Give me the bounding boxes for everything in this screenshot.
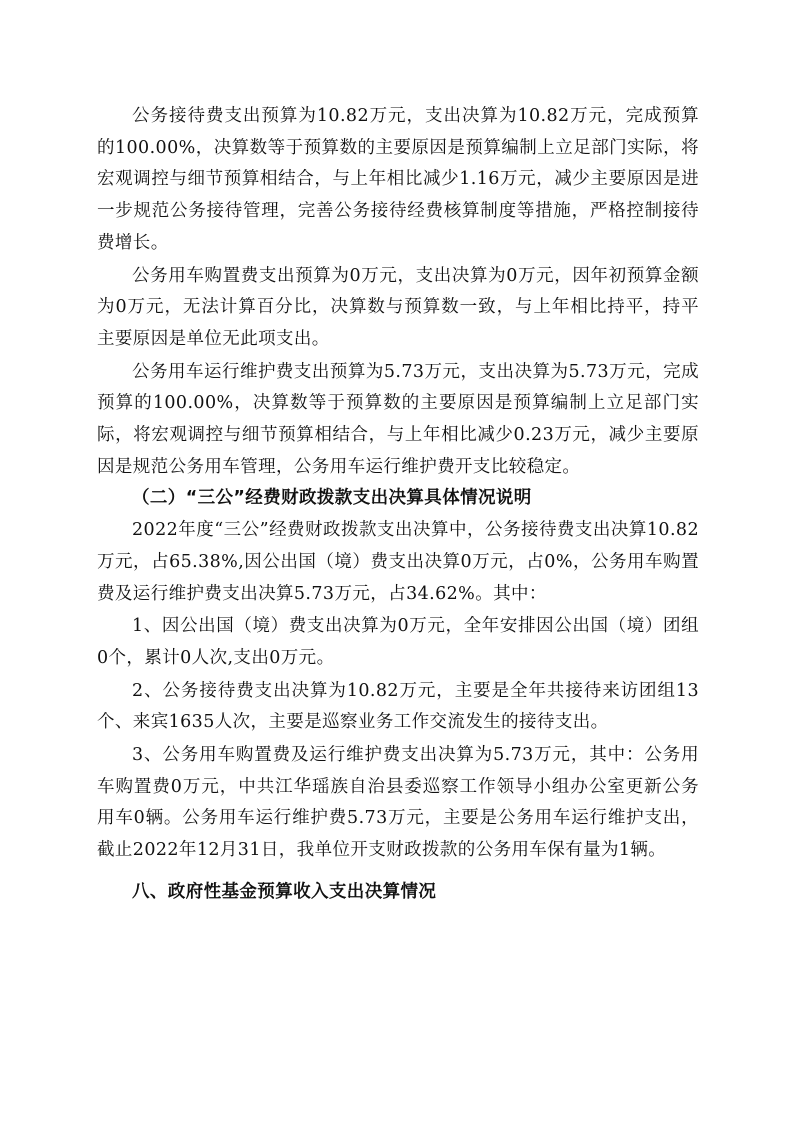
paragraph-vehicle-maintenance: 公务用车运行维护费支出预算为5.73万元，支出决算为5.73万元，完成预算的100.00%，决算数等于预算数的主要原因是预算编制上立足部门实际，将宏观调控与细节预算相结合，与上年相比减少0.23万元，减少主要原因是规范公务用车管理，公务用车运行维护费开支比较稳定。: [97, 361, 699, 477]
document-page: [97, 101, 699, 909]
section-heading-government-fund: 八、政府性基金预算收入支出决算情况: [132, 881, 437, 902]
section-heading-three-public-expenses: （二）“三公”经费财政拨款支出决算具体情况说明: [132, 488, 532, 509]
paragraph-vehicle-purchase: 公务用车购置费支出预算为0万元，支出决算为0万元，因年初预算金额为0万元，无法计算百分比，决算数与预算数一致，与上年相比持平，持平主要原因是单位无此项支出。: [97, 265, 699, 349]
paragraph-overseas-travel: 1、因公出国（境）费支出决算为0万元，全年安排因公出国（境）团组0个，累计0人次,支出0万元。: [97, 616, 699, 668]
paragraph-three-public-summary: 2022年度“三公”经费财政拨款支出决算中，公务接待费支出决算10.82万元，占65.38%,因公出国（境）费支出决算0万元，占0%，公务用车购置费及运行维护费支出决算5.73万元，占34.62%。其中：: [97, 520, 699, 604]
paragraph-vehicle-detail: 3、公务用车购置费及运行维护费支出决算为5.73万元，其中：公务用车购置费0万元，中共江华瑶族自治县委巡察工作领导小组办公室更新公务用车0辆。公务用车运行维护费5.73万元，主要是公务用车运行维护支出，截止2022年12月31日，我单位开支财政拨款的公务用车保有量为1辆。: [97, 745, 699, 861]
paragraph-reception-expense: 公务接待费支出预算为10.82万元，支出决算为10.82万元，完成预算的100.00%，决算数等于预算数的主要原因是预算编制上立足部门实际，将宏观调控与细节预算相结合，与上年相比减少1.16万元，减少主要原因是进一步规范公务接待管理，完善公务接待经费核算制度等措施，严格控制接待费增长。: [97, 106, 699, 253]
paragraph-reception-detail: 2、公务接待费支出决算为10.82万元，主要是全年共接待来访团组13个、来宾1635人次，主要是巡察业务工作交流发生的接待支出。: [97, 680, 699, 733]
